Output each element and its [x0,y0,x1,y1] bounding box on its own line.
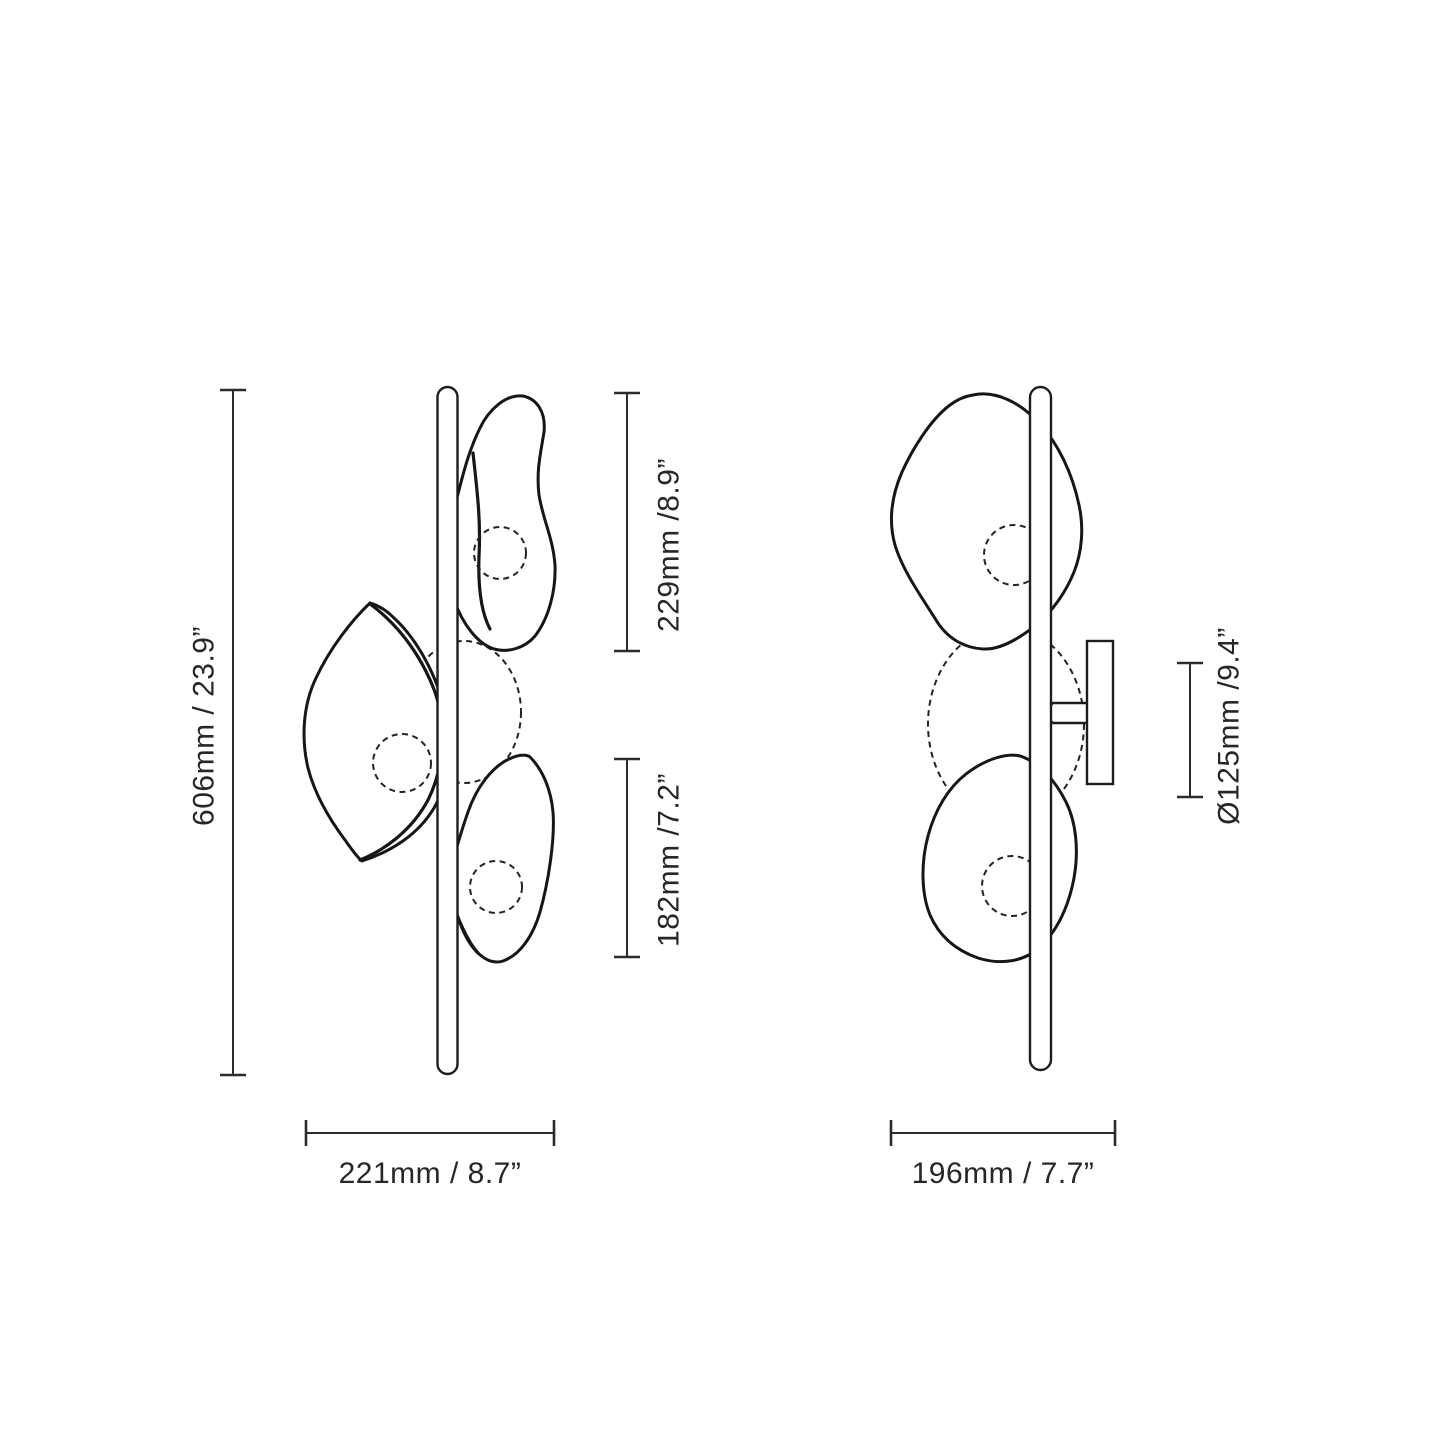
backplate-diameter-label: Ø125mm /9.4” [1212,627,1246,825]
dimension-overall-depth [891,1120,1115,1190]
dimension-backplate-diameter [1177,627,1246,825]
side-view [891,387,1246,1190]
lower-shade-height-label: 182mm /7.2” [652,773,686,947]
overall-width-label: 221mm / 8.7” [338,1157,522,1190]
front-shade-bottom [446,755,553,962]
overall-depth-label: 196mm / 7.7” [911,1157,1095,1190]
side-shade-upper [891,394,1081,649]
side-rod [1030,387,1051,1070]
dimension-overall-width [306,1120,554,1190]
front-view [188,387,686,1190]
dimension-lower-shade [614,759,686,957]
dimension-overall-height [188,390,247,1075]
front-shade-top [444,396,555,651]
front-rod [438,387,458,1074]
upper-shade-height-label: 229mm /8.9” [652,458,686,632]
dimension-upper-shade [614,393,686,651]
front-shade-middle [304,603,449,861]
overall-height-label: 606mm / 23.9” [187,626,221,826]
side-wall-plate [1087,641,1113,784]
